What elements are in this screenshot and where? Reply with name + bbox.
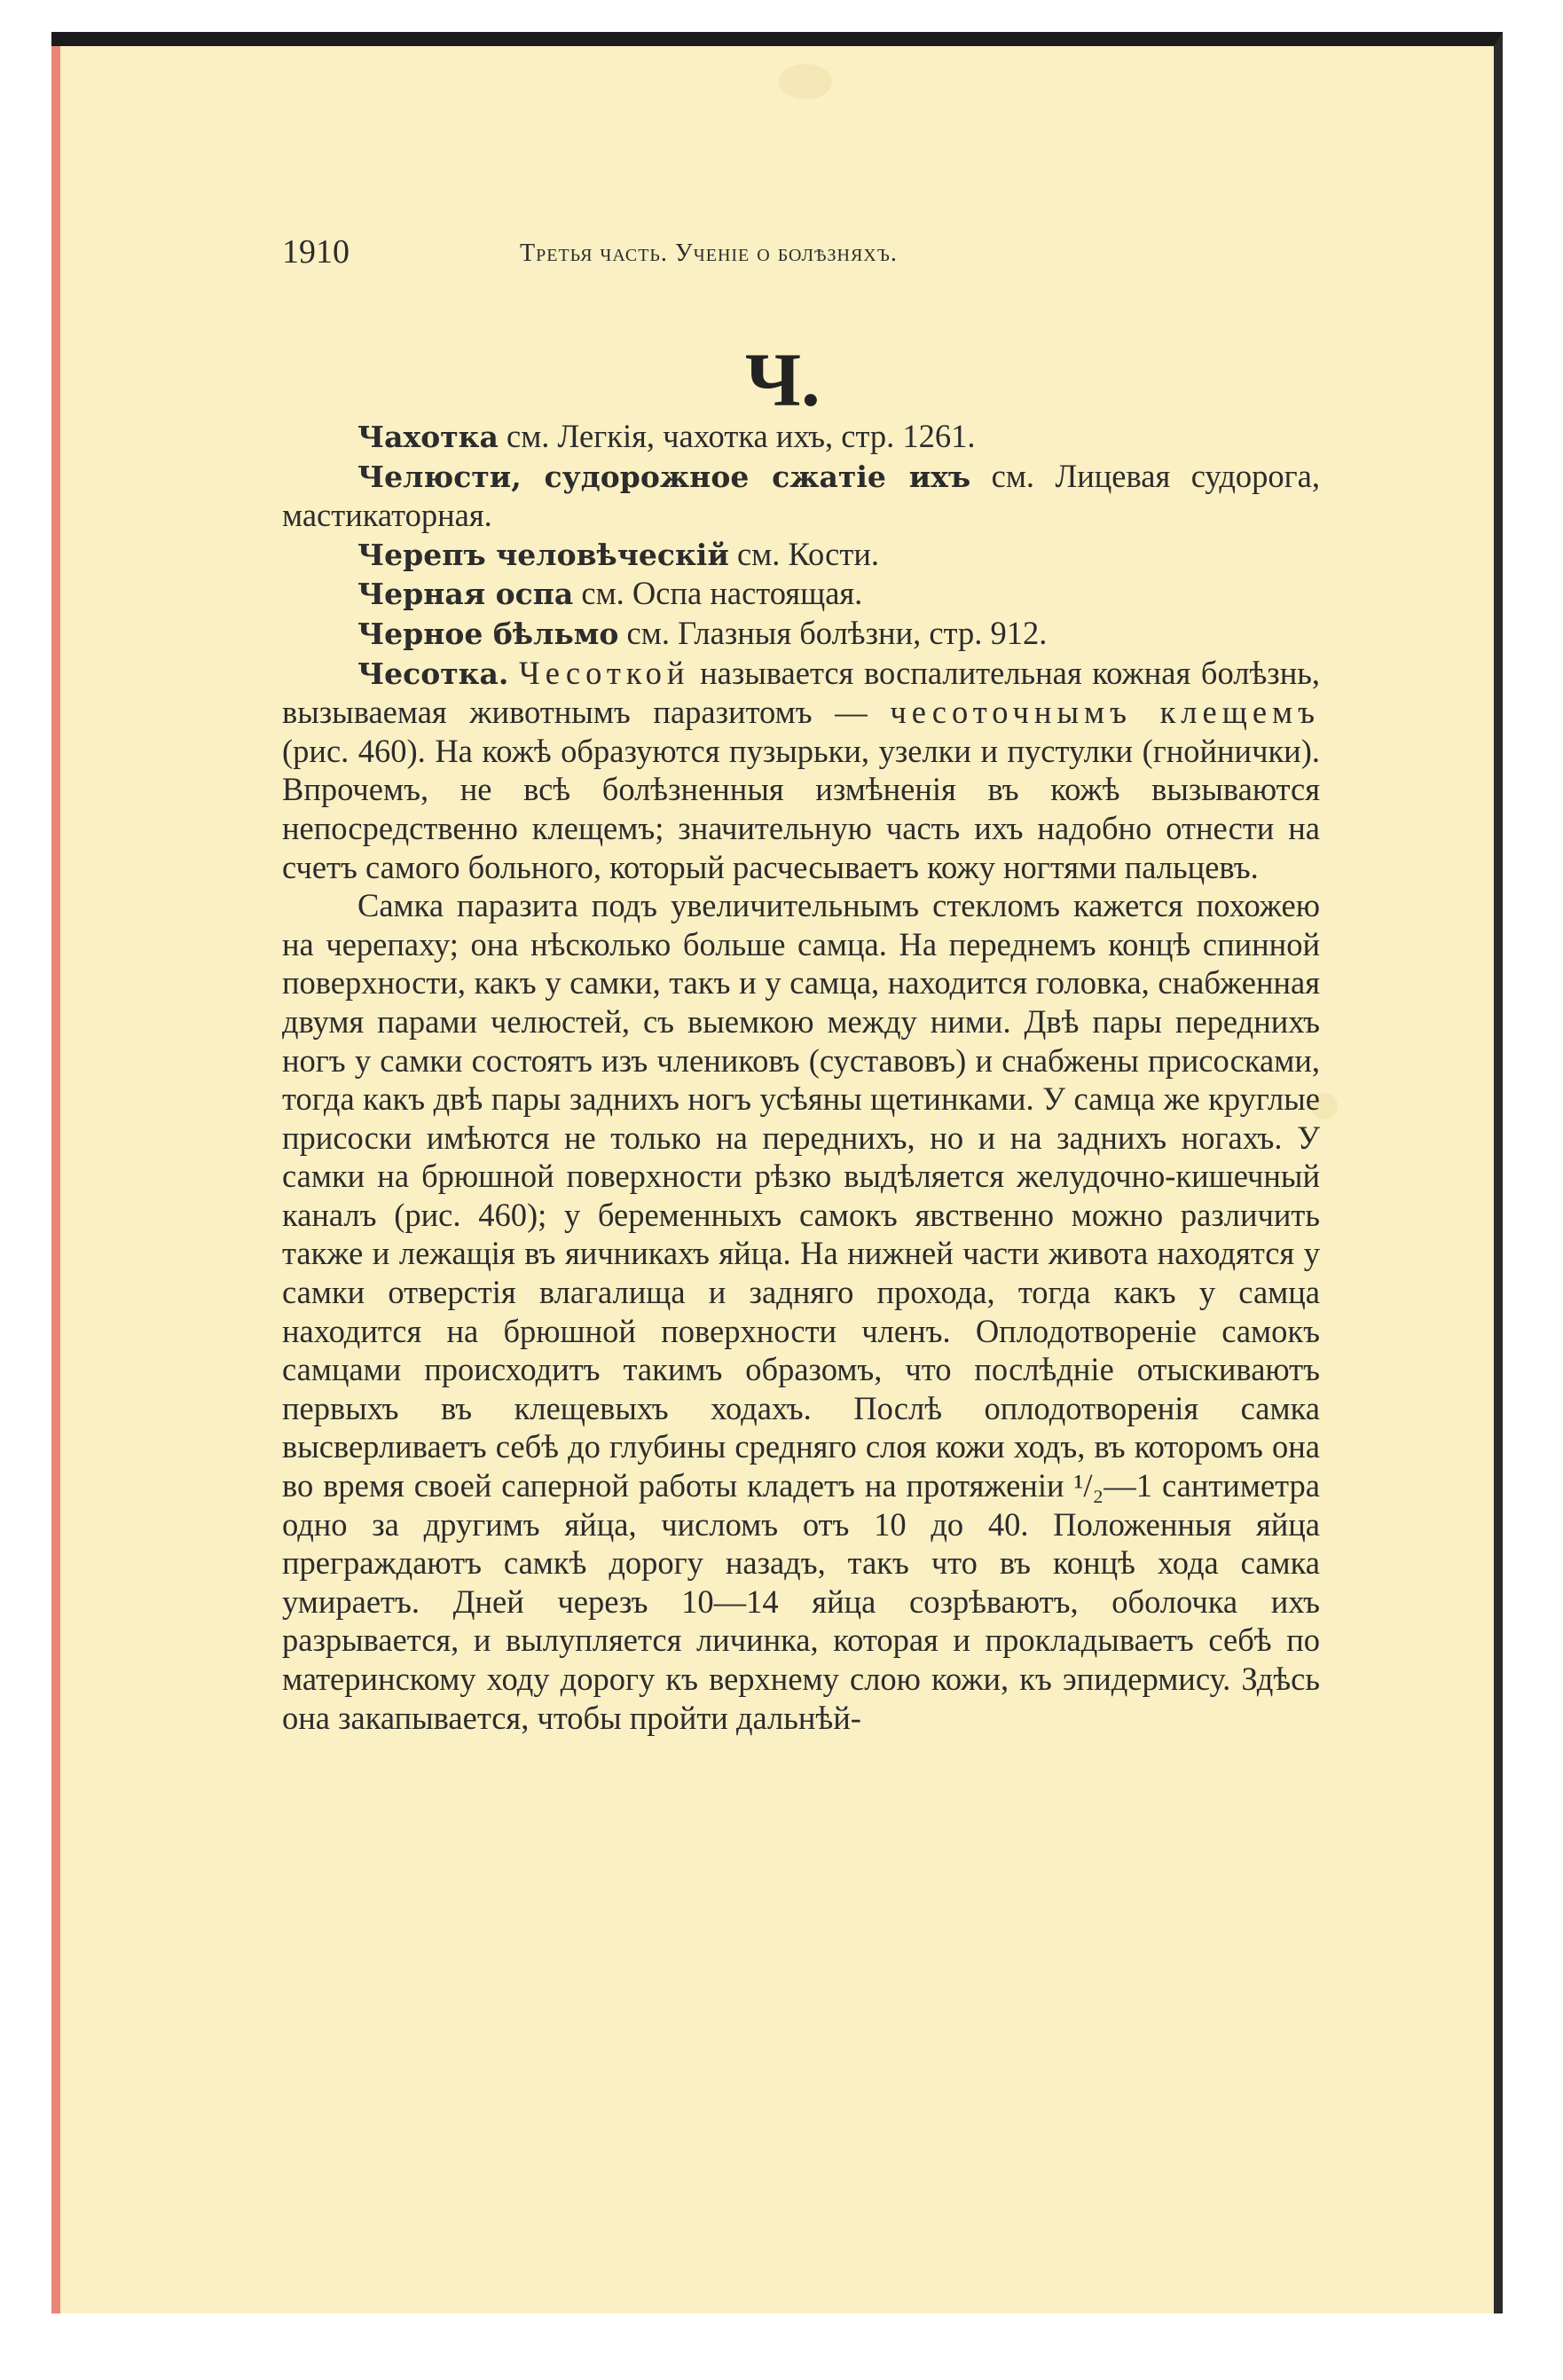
entry-term: Черное бѣльмо: [357, 616, 619, 651]
entry: [282, 574, 1320, 614]
entry: [282, 417, 1320, 457]
spaced-word: Чесоткой: [519, 654, 690, 691]
entry-term: Чесоткa.: [357, 656, 509, 691]
entry: [282, 614, 1320, 654]
spaced-word: чесоточнымъ клещемъ: [890, 694, 1320, 731]
entry-text: см. Кости.: [728, 535, 879, 572]
body-paragraph: Самка паразита подъ увеличительнымъ стекломъ кажется похожею на черепаху; она нѣсколько больше самца. На переднемъ концѣ спинной поверхности, какъ у самки, такъ и у самца, находится головка, снабженная двумя парами челюстей, съ выемкою между ними. Двѣ пары переднихъ ногъ у самки состоятъ изъ члениковъ (суставовъ) и снабжены присосками, тогда какъ двѣ пары заднихъ ногъ усѣяны щетинками. У самца же круглые присоски имѣются не только на переднихъ, но и на заднихъ ногахъ. У самки на брюшной поверхности рѣзко выдѣляется желудочно-кишечный каналъ (рис. 460); у беременныхъ самокъ явственно можно различить также и лежащія въ яичникахъ яйца. На нижней части живота находятся у самки отверстія влагалища и задняго прохода, тогда какъ у самца находится на брюшной поверхности членъ. Оплодотвореніе самокъ самцами происходитъ такимъ образомъ, что послѣдніе отыскиваютъ первыхъ въ клещевыхъ ходахъ. Послѣ оплодотворенія самка высверливаетъ себѣ до глубины средняго слоя кожи ходъ, въ которомъ она во время своей саперной работы кладетъ на протяженіи ¹/₂—1 сантиметра одно за другимъ яйца, числомъ отъ 10 до 40. Положенныя яйца преграждаютъ самкѣ дорогу назадъ, такъ что въ концѣ хода самка умираетъ. Дней черезъ 10—14 яйца созрѣваютъ, оболочка ихъ разрывается, и вылупляется личинка, которая и прокладываетъ себѣ по материнскому ходу дорогу къ верхнему слою кожи, къ эпидермису. Здѣсь она закапывается, чтобы пройти дальнѣй-: [282, 887, 1320, 1736]
page-number: 1910: [282, 233, 350, 271]
entry-text: см. Легкія, чахотка ихъ, стр. 1261.: [498, 418, 976, 454]
page-header: [282, 232, 1320, 286]
entry-scabies: [282, 654, 1320, 887]
entry-text: см. Глазныя болѣзни, стр. 912.: [618, 614, 1048, 651]
entry-text: см. Лицевая судорога, мастикаторная.: [282, 457, 1320, 534]
entry: [282, 457, 1320, 535]
entry: [282, 535, 1320, 575]
entry-text: см. Оспа настоящая.: [573, 575, 863, 612]
entry-text: называется воспалительная кожная болѣзнь, вызываемая животнымъ паразитомъ —: [282, 654, 1321, 731]
entry-term: Чахотка: [357, 420, 499, 454]
running-title: Третья часть. Ученіе о болѣзняхъ.: [520, 240, 898, 267]
page-content: [282, 417, 1320, 1737]
page-edge: [51, 46, 60, 2313]
entry-text: (рис. 460). На кожѣ образуются пузырьки, узелки и пустулки (гнойнички). Впрочемъ, не всѣ болѣзненныя измѣненія въ кожѣ вызываются непосредственно клещемъ; значительную часть ихъ надобно отнести на счетъ самого больного, который расчесываетъ кожу ногтями пальцевъ.: [282, 732, 1320, 885]
entry-term: Челюсти, судорожное сжатіе ихъ: [357, 459, 971, 494]
paper-stain: [779, 64, 832, 99]
section-letter: Ч.: [745, 337, 821, 422]
entry-term: Черная оспа: [357, 577, 574, 612]
entry-term: Черепъ человѣческій: [357, 537, 729, 572]
